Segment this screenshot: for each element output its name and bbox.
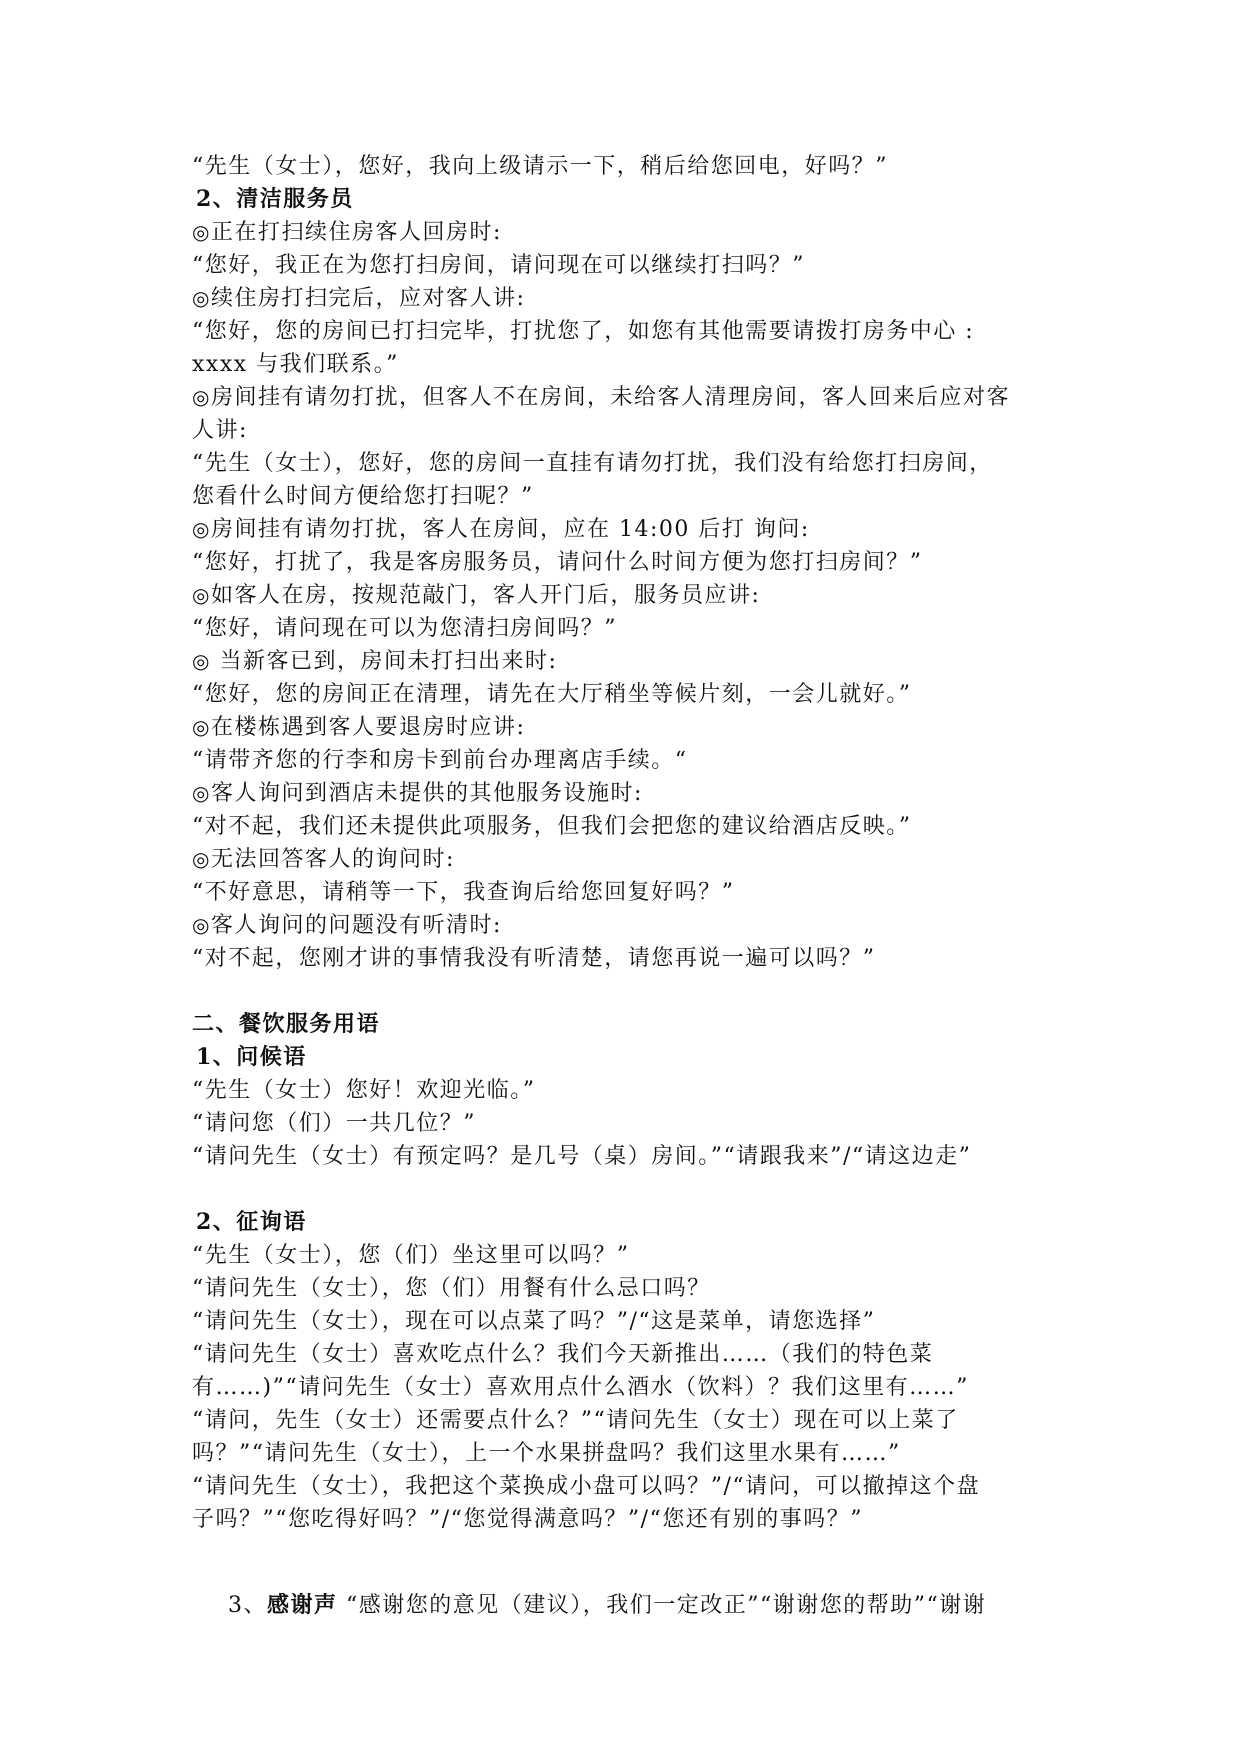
text-line: “请问先生（女士），现在可以点菜了吗？”/“这是菜单，请您选择” [192,1309,876,1334]
quote-line: “您好，您的房间正在清理，请先在大厅稍坐等候片刻，一会儿就好。” [192,682,912,707]
bullet-marker-icon: ◎ [192,649,211,673]
text-line: “请问先生（女士）喜欢吃点什么？我们今天新推出……（我们的特色菜 [192,1342,934,1367]
text-line: “请问先生（女士），我把这个菜换成小盘可以吗？”/“请问，可以撤掉这个盘 [192,1474,981,1499]
text-line: 吗？”“请问先生（女士），上一个水果拼盘吗？我们这里水果有……” [192,1441,901,1466]
bullet-text: 客人询问到酒店未提供的其他服务设施时: [210,781,643,806]
quote-line: “您好，打扰了，我是客房服务员，请问什么时间方便为您打扫房间？” [192,550,923,575]
bullet-text: 当新客已到，房间未打扫出来时: [210,649,558,674]
quote-line: “您好，请问现在可以为您清扫房间吗？” [192,616,617,641]
bullet-text: 客人询问的问题没有听清时: [210,913,502,938]
quote-line: “对不起，您刚才讲的事情我没有听清楚，请您再说一遍可以吗？” [192,946,876,971]
bullet-marker-icon: ◎ [192,385,211,409]
text-line: 有……)”“请问先生（女士）喜欢用点什么酒水（饮料）？我们这里有……” [192,1375,969,1400]
quote-line: “请带齐您的行李和房卡到前台办理离店手续。“ [192,748,688,773]
bullet-item [192,216,1072,249]
bullet-item [192,282,1072,315]
text-line: “请问您（们）一共几位？” [192,1111,476,1136]
thanks-paragraph [192,1589,1072,1622]
text-line: “先生（女士）您好！欢迎光临。” [192,1078,536,1103]
document-body [192,150,1072,1589]
quote-line: “先生（女士），您好，您的房间一直挂有请勿打扰，我们没有给您打扫房间， [192,451,993,476]
bullet-marker-icon: ◎ [192,517,211,541]
thanks-heading: 感谢声 [267,1592,338,1618]
document-page [192,150,1072,1622]
bullet-item [192,579,1072,612]
text-line: “请问先生（女士）有预定吗？是几号（桌）房间。”“请跟我来”/“请这边走” [192,1144,972,1169]
bullet-item [192,711,1072,744]
text-line: 子吗？”“您吃得好吗？”/“您觉得满意吗？”/“您还有别的事吗？” [192,1507,864,1532]
bullet-text: 如客人在房，按规范敲门，客人开门后，服务员应讲: [210,583,761,608]
bullet-text: 续住房打扫完后，应对客人讲: [210,286,526,311]
quote-line: “先生（女士），您好，我向上级请示一下，稍后给您回电，好吗？” [192,154,888,179]
bullet-marker-icon: ◎ [192,220,211,244]
bullet-item [192,909,1072,942]
text-line: “请问先生（女士），您（们）用餐有什么忌口吗？ [192,1276,711,1301]
thanks-number: 3、 [228,1593,267,1618]
quote-line: “您好，您的房间已打扫完毕，打扰您了，如您有其他需要请拨打房务中心 : [192,319,975,344]
text-line: xxxx 与我们联系。” [192,352,399,377]
blank-line [192,1569,1072,1589]
subsection-heading: 1、问候语 [196,1044,307,1070]
subsection-heading: 2、征询语 [196,1209,307,1235]
section-heading: 二、餐饮服务用语 [192,1011,381,1037]
quote-line: “您好，我正在为您打扫房间，请问现在可以继续打扫吗？” [192,253,805,278]
quote-line: “对不起，我们还未提供此项服务，但我们会把您的建议给酒店反映。” [192,814,912,839]
bullet-marker-icon: ◎ [192,286,211,310]
bullet-marker-icon: ◎ [192,847,211,871]
thanks-text: “感谢您的意见（建议），我们一定改正”“谢谢您的帮助”“谢谢 [337,1593,987,1618]
bullet-item [192,777,1072,810]
quote-line: “不好意思，请稍等一下，我查询后给您回复好吗？” [192,880,735,905]
bullet-item [192,513,1072,546]
bullet-item [192,843,1072,876]
bullet-item [192,381,1072,414]
bullet-marker-icon: ◎ [192,715,211,739]
bullet-text: 在楼栋遇到客人要退房时应讲: [210,715,526,740]
bullet-text: 房间挂有请勿打扰，但客人不在房间，未给客人清理房间，客人回来后应对客 [210,385,1010,410]
text-line: 您看什么时间方便给您打扫呢？” [192,484,534,509]
text-line: “先生（女士），您（们）坐这里可以吗？” [192,1243,630,1268]
subsection-heading: 2、清洁服务员 [196,186,354,212]
bullet-text: 无法回答客人的询问时: [210,847,455,872]
bullet-text: 正在打扫续住房客人回房时: [210,220,502,245]
blank-line [192,1173,1072,1206]
text-line: “请问，先生（女士）还需要点什么？”“请问先生（女士）现在可以上菜了 [192,1408,959,1433]
bullet-item [192,645,1072,678]
blank-line [192,975,1072,1008]
bullet-marker-icon: ◎ [192,583,211,607]
blank-line [192,1536,1072,1569]
bullet-marker-icon: ◎ [192,781,211,805]
bullet-marker-icon: ◎ [192,913,211,937]
text-line: 人讲: [192,418,248,443]
bullet-text: 房间挂有请勿打扰，客人在房间，应在 14:00 后打 询问: [210,517,810,542]
